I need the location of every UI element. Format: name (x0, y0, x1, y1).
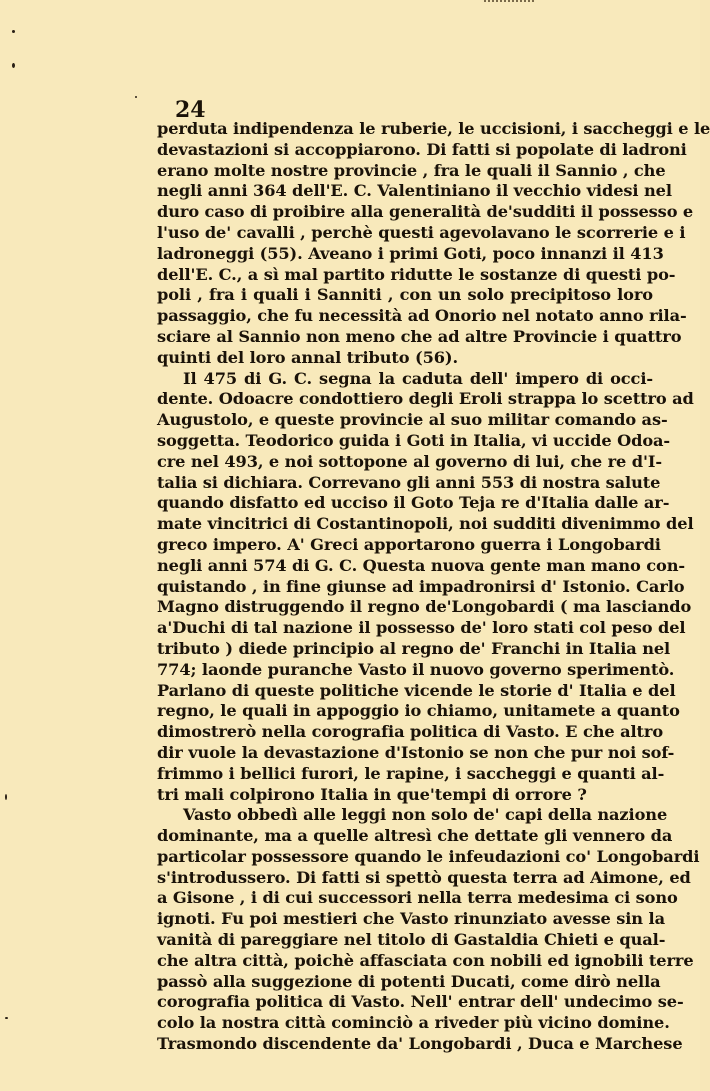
margin-speck (135, 96, 137, 98)
text-line: dell'E. C., a sì mal partito ridutte le sostanze di questi po- (157, 264, 676, 284)
text-line: a'Duchi di tal nazione il possesso de' loro stati col peso del (157, 618, 686, 638)
text-line: colo la nostra città cominciò a riveder più vicino domine. (157, 1013, 670, 1033)
text-line: mate vincitrici di Costantinopoli, noi sudditi divenimmo del (157, 514, 694, 534)
text-line: cre nel 493, e noi sottopone al governo di lui, che re d'I- (157, 451, 662, 471)
text-line: soggetta. Teodorico guida i Goti in Italia, vi uccide Odoa- (157, 430, 671, 450)
text-line: a Gisone , i di cui successori nella terra medesima ci sono (157, 888, 678, 908)
text-line: passaggio, che fu necessità ad Onorio nel notato anno rila- (157, 306, 687, 326)
text-line: ignoti. Fu poi mestieri che Vasto rinunziato avesse sin la (157, 909, 665, 929)
top-edge-rule (484, 0, 534, 4)
text-line: Magno distruggendo il regno de'Longobardi ( ma lasciando (157, 597, 692, 617)
text-line: quando disfatto ed ucciso il Goto Teja re d'Italia dalle ar- (157, 493, 670, 513)
text-line: quistando , in fine giunse ad impadronirsi d' Istonio. Carlo (157, 576, 685, 596)
text-line: erano molte nostre provincie , fra le quali il Sannio , che (157, 160, 666, 180)
text-line: frimmo i bellici furori, le rapine, i saccheggi e quanti al- (157, 763, 665, 783)
text-line: dimostrerò nella corografia politica di Vasto. E che altro (157, 722, 664, 742)
text-line: dente. Odoacre condottiero degli Eroli strappa lo scettro ad (157, 389, 694, 409)
text-line: quinti del loro annal tributo (56). (157, 347, 459, 367)
text-line: vanità di pareggiare nel titolo di Gastaldia Chieti e qual- (157, 930, 666, 950)
text-line: Trasmondo discendente da' Longobardi , Duca e Marchese (157, 1034, 683, 1054)
text-line: Augustolo, e queste provincie al suo militar comando as- (157, 410, 668, 430)
text-line: devastazioni si accoppiarono. Di fatti si popolate di ladroni (157, 139, 687, 159)
text-line: tri mali colpirono Italia in que'tempi di orrore ? (157, 784, 587, 804)
text-line: poli , fra i quali i Sanniti , con un solo precipitoso loro (157, 285, 653, 305)
text-line: talia si dichiara. Correvano gli anni 553 di nostra salute (157, 472, 661, 492)
page-number: 24 (175, 97, 206, 123)
text-line: sciare al Sannio non meno che ad altre Provincie i quattro (157, 326, 682, 346)
text-line: dir vuole la devastazione d'Istonio se non che pur noi sof- (157, 742, 675, 762)
text-line: regno, le quali in appoggio io chiamo, unitamete a quanto (157, 701, 680, 721)
text-line: ladroneggi (55). Aveano i primi Goti, poco innanzi il 413 (157, 243, 664, 263)
body-text (157, 119, 710, 1055)
text-line: che altra città, poichè affasciata con nobili ed ignobili terre (157, 950, 694, 970)
margin-speck (5, 794, 7, 800)
text-line: 774; laonde puranche Vasto il nuovo governo sperimentò. (157, 659, 675, 679)
text-line: perduta indipendenza le ruberie, le uccisioni, i saccheggi e le (157, 119, 710, 138)
text-line: greco impero. A' Greci apportarono guerra i Longobardi (157, 534, 661, 554)
text-line: particolar possessore quando le infeudazioni co' Longobardi (157, 846, 700, 866)
text-line: negli anni 574 di G. C. Questa nuova gente man mano con- (157, 555, 685, 575)
text-line: passò alla suggezione di potenti Ducati, come dirò nella (157, 971, 661, 991)
margin-speck (12, 30, 15, 33)
text-line: l'uso de' cavalli , perchè questi agevolavano le scorrerie e i (157, 222, 686, 242)
text-line: Vasto obbedì alle leggi non solo de' capi della nazione (183, 805, 668, 825)
text-line: dominante, ma a quelle altresì che dettate gli vennero da (157, 826, 673, 846)
text-line: s'introdussero. Di fatti si spettò questa terra ad Aimone, ed (157, 867, 691, 887)
text-line: corografia politica di Vasto. Nell' entrar dell' undecimo se- (157, 992, 684, 1012)
text-line: duro caso di proibire alla generalità de'sudditi il possesso e (157, 202, 694, 222)
text-line: Parlano di queste politiche vicende le storie d' Italia e del (157, 680, 676, 700)
text-line: negli anni 364 dell'E. C. Valentiniano il vecchio videsi nel (157, 181, 672, 201)
margin-speck (12, 63, 15, 68)
text-line: tributo ) diede principio al regno de' Franchi in Italia nel (157, 638, 671, 658)
margin-speck (5, 1017, 8, 1019)
text-line: Il 475 di G. C. segna la caduta dell' impero di occi- (183, 368, 653, 388)
